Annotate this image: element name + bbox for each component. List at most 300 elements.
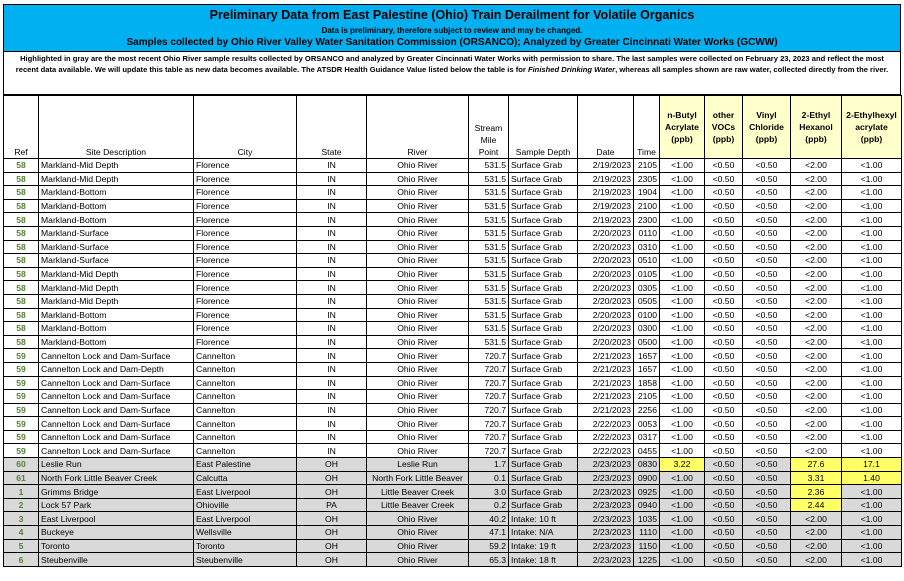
cell-2-ethylhexyl-acrylate: <1.00 xyxy=(842,226,902,240)
cell-stream-mile: 720.7 xyxy=(469,362,509,376)
table-row xyxy=(4,294,902,308)
col-header-state: State xyxy=(297,96,367,159)
cell-other-vocs: <0.50 xyxy=(705,498,743,512)
cell-state: OH xyxy=(297,553,367,567)
cell-ref: 59 xyxy=(4,390,39,404)
cell-city: Wellsville xyxy=(194,526,297,540)
cell-state: IN xyxy=(297,267,367,281)
cell-site-description: Buckeye xyxy=(39,526,194,540)
cell-2-ethyl-hexanol: <2.00 xyxy=(791,226,842,240)
table-row xyxy=(4,485,902,499)
cell-vinyl-chloride: <0.50 xyxy=(743,362,791,376)
col-header-vinyl-chloride: Vinyl Chloride (ppb) xyxy=(743,96,791,159)
cell-other-vocs: <0.50 xyxy=(705,553,743,567)
cell-n-butyl-acrylate: <1.00 xyxy=(660,254,705,268)
cell-n-butyl-acrylate: <1.00 xyxy=(660,430,705,444)
cell-n-butyl-acrylate: <1.00 xyxy=(660,362,705,376)
cell-n-butyl-acrylate: <1.00 xyxy=(660,294,705,308)
cell-river: Ohio River xyxy=(367,539,469,553)
cell-2-ethyl-hexanol: <2.00 xyxy=(791,362,842,376)
cell-stream-mile: 531.5 xyxy=(469,281,509,295)
cell-city: Cannelton xyxy=(194,349,297,363)
cell-stream-mile: 531.5 xyxy=(469,199,509,213)
cell-ref: 59 xyxy=(4,444,39,458)
cell-stream-mile: 531.5 xyxy=(469,172,509,186)
cell-river: Little Beaver Creek xyxy=(367,485,469,499)
cell-state: IN xyxy=(297,417,367,431)
cell-vinyl-chloride: <0.50 xyxy=(743,213,791,227)
table-row xyxy=(4,349,902,363)
cell-2-ethyl-hexanol: 3.31 xyxy=(791,471,842,485)
cell-time: 0300 xyxy=(634,322,660,336)
cell-stream-mile: 720.7 xyxy=(469,376,509,390)
cell-n-butyl-acrylate: <1.00 xyxy=(660,471,705,485)
cell-2-ethylhexyl-acrylate: <1.00 xyxy=(842,335,902,349)
table-row xyxy=(4,322,902,336)
cell-2-ethylhexyl-acrylate: <1.00 xyxy=(842,485,902,499)
cell-city: Cannelton xyxy=(194,417,297,431)
cell-site-description: Markland-Surface xyxy=(39,226,194,240)
col-header-depth: Sample Depth xyxy=(509,96,578,159)
cell-state: IN xyxy=(297,376,367,390)
cell-sample-depth: Surface Grab xyxy=(509,458,578,472)
results-table xyxy=(3,95,902,567)
cell-date: 2/23/2023 xyxy=(578,458,634,472)
cell-site-description: Markland-Mid Depth xyxy=(39,172,194,186)
cell-other-vocs: <0.50 xyxy=(705,240,743,254)
cell-n-butyl-acrylate: <1.00 xyxy=(660,539,705,553)
cell-ref: 58 xyxy=(4,186,39,200)
cell-state: OH xyxy=(297,512,367,526)
cell-site-description: Grimms Bridge xyxy=(39,485,194,499)
cell-vinyl-chloride: <0.50 xyxy=(743,430,791,444)
cell-vinyl-chloride: <0.50 xyxy=(743,417,791,431)
cell-2-ethyl-hexanol: <2.00 xyxy=(791,539,842,553)
cell-ref: 59 xyxy=(4,376,39,390)
cell-city: Cannelton xyxy=(194,390,297,404)
col-header-ref: Ref xyxy=(4,96,39,159)
cell-sample-depth: Surface Grab xyxy=(509,308,578,322)
cell-n-butyl-acrylate: <1.00 xyxy=(660,485,705,499)
cell-state: IN xyxy=(297,213,367,227)
cell-other-vocs: <0.50 xyxy=(705,199,743,213)
cell-time: 0500 xyxy=(634,335,660,349)
cell-2-ethylhexyl-acrylate: <1.00 xyxy=(842,159,902,173)
cell-stream-mile: 531.5 xyxy=(469,308,509,322)
cell-ref: 4 xyxy=(4,526,39,540)
cell-2-ethylhexyl-acrylate: <1.00 xyxy=(842,444,902,458)
cell-stream-mile: 531.5 xyxy=(469,213,509,227)
cell-date: 2/23/2023 xyxy=(578,526,634,540)
cell-vinyl-chloride: <0.50 xyxy=(743,308,791,322)
table-body xyxy=(4,159,902,567)
cell-sample-depth: Surface Grab xyxy=(509,281,578,295)
cell-time: 0310 xyxy=(634,240,660,254)
cell-site-description: Cannelton Lock and Dam-Surface xyxy=(39,376,194,390)
page-subtitle: Data is preliminary, therefore subject to review and may be changed. xyxy=(321,26,583,35)
cell-stream-mile: 40.2 xyxy=(469,512,509,526)
cell-date: 2/20/2023 xyxy=(578,294,634,308)
cell-stream-mile: 720.7 xyxy=(469,430,509,444)
cell-sample-depth: Surface Grab xyxy=(509,362,578,376)
cell-stream-mile: 1.7 xyxy=(469,458,509,472)
cell-vinyl-chloride: <0.50 xyxy=(743,539,791,553)
cell-state: OH xyxy=(297,485,367,499)
cell-n-butyl-acrylate: <1.00 xyxy=(660,349,705,363)
cell-state: IN xyxy=(297,281,367,295)
cell-n-butyl-acrylate: <1.00 xyxy=(660,240,705,254)
cell-river: Ohio River xyxy=(367,199,469,213)
cell-ref: 59 xyxy=(4,430,39,444)
report xyxy=(3,4,901,567)
cell-state: IN xyxy=(297,172,367,186)
cell-sample-depth: Surface Grab xyxy=(509,498,578,512)
cell-state: IN xyxy=(297,226,367,240)
cell-other-vocs: <0.50 xyxy=(705,362,743,376)
cell-city: Steubenville xyxy=(194,553,297,567)
cell-n-butyl-acrylate: <1.00 xyxy=(660,376,705,390)
cell-other-vocs: <0.50 xyxy=(705,430,743,444)
cell-2-ethyl-hexanol: <2.00 xyxy=(791,213,842,227)
cell-2-ethylhexyl-acrylate: <1.00 xyxy=(842,281,902,295)
cell-river: Ohio River xyxy=(367,526,469,540)
cell-sample-depth: Surface Grab xyxy=(509,186,578,200)
cell-n-butyl-acrylate: <1.00 xyxy=(660,512,705,526)
cell-time: 0317 xyxy=(634,430,660,444)
cell-city: Cannelton xyxy=(194,376,297,390)
cell-n-butyl-acrylate: <1.00 xyxy=(660,444,705,458)
cell-river: Ohio River xyxy=(367,403,469,417)
cell-state: OH xyxy=(297,539,367,553)
cell-2-ethylhexyl-acrylate: <1.00 xyxy=(842,417,902,431)
cell-date: 2/19/2023 xyxy=(578,172,634,186)
cell-other-vocs: <0.50 xyxy=(705,471,743,485)
cell-2-ethylhexyl-acrylate: <1.00 xyxy=(842,539,902,553)
cell-site-description: Markland-Mid Depth xyxy=(39,294,194,308)
cell-sample-depth: Surface Grab xyxy=(509,335,578,349)
cell-state: IN xyxy=(297,308,367,322)
cell-ref: 58 xyxy=(4,322,39,336)
cell-other-vocs: <0.50 xyxy=(705,226,743,240)
cell-site-description: Cannelton Lock and Dam-Surface xyxy=(39,417,194,431)
cell-city: Toronto xyxy=(194,539,297,553)
cell-sample-depth: Surface Grab xyxy=(509,403,578,417)
cell-vinyl-chloride: <0.50 xyxy=(743,390,791,404)
cell-river: Ohio River xyxy=(367,308,469,322)
cell-vinyl-chloride: <0.50 xyxy=(743,444,791,458)
cell-2-ethylhexyl-acrylate: <1.00 xyxy=(842,349,902,363)
cell-sample-depth: Surface Grab xyxy=(509,376,578,390)
cell-site-description: North Fork Little Beaver Creek xyxy=(39,471,194,485)
cell-n-butyl-acrylate: <1.00 xyxy=(660,281,705,295)
cell-state: IN xyxy=(297,444,367,458)
cell-ref: 58 xyxy=(4,213,39,227)
cell-n-butyl-acrylate: <1.00 xyxy=(660,403,705,417)
cell-date: 2/19/2023 xyxy=(578,199,634,213)
cell-city: Florence xyxy=(194,281,297,295)
col-header-river: River xyxy=(367,96,469,159)
cell-date: 2/21/2023 xyxy=(578,390,634,404)
table-row xyxy=(4,498,902,512)
cell-state: OH xyxy=(297,526,367,540)
cell-city: East Liverpool xyxy=(194,512,297,526)
cell-state: IN xyxy=(297,186,367,200)
cell-date: 2/20/2023 xyxy=(578,322,634,336)
cell-date: 2/20/2023 xyxy=(578,240,634,254)
cell-other-vocs: <0.50 xyxy=(705,417,743,431)
cell-river: Ohio River xyxy=(367,390,469,404)
cell-n-butyl-acrylate: <1.00 xyxy=(660,213,705,227)
cell-2-ethyl-hexanol: <2.00 xyxy=(791,444,842,458)
cell-sample-depth: Surface Grab xyxy=(509,213,578,227)
table-row xyxy=(4,376,902,390)
cell-2-ethyl-hexanol: <2.00 xyxy=(791,294,842,308)
cell-other-vocs: <0.50 xyxy=(705,539,743,553)
cell-n-butyl-acrylate: <1.00 xyxy=(660,186,705,200)
table-row xyxy=(4,254,902,268)
col-header-time: Time xyxy=(634,96,660,159)
cell-vinyl-chloride: <0.50 xyxy=(743,172,791,186)
table-row xyxy=(4,335,902,349)
cell-2-ethyl-hexanol: <2.00 xyxy=(791,390,842,404)
cell-city: Cannelton xyxy=(194,362,297,376)
cell-date: 2/20/2023 xyxy=(578,254,634,268)
cell-site-description: Markland-Bottom xyxy=(39,199,194,213)
cell-2-ethylhexyl-acrylate: 1.40 xyxy=(842,471,902,485)
cell-stream-mile: 531.5 xyxy=(469,226,509,240)
cell-sample-depth: Surface Grab xyxy=(509,485,578,499)
cell-river: Ohio River xyxy=(367,294,469,308)
cell-2-ethyl-hexanol: 2.36 xyxy=(791,485,842,499)
col-header-n-butyl-acrylate: n-Butyl Acrylate (ppb) xyxy=(660,96,705,159)
cell-2-ethylhexyl-acrylate: <1.00 xyxy=(842,362,902,376)
cell-2-ethylhexyl-acrylate: <1.00 xyxy=(842,186,902,200)
cell-date: 2/21/2023 xyxy=(578,349,634,363)
cell-sample-depth: Surface Grab xyxy=(509,322,578,336)
cell-site-description: East Liverpool xyxy=(39,512,194,526)
cell-time: 2305 xyxy=(634,172,660,186)
cell-vinyl-chloride: <0.50 xyxy=(743,403,791,417)
cell-time: 1858 xyxy=(634,376,660,390)
cell-time: 0105 xyxy=(634,267,660,281)
cell-ref: 58 xyxy=(4,267,39,281)
cell-time: 1657 xyxy=(634,362,660,376)
cell-river: Ohio River xyxy=(367,417,469,431)
cell-state: IN xyxy=(297,159,367,173)
cell-date: 2/23/2023 xyxy=(578,485,634,499)
table-row xyxy=(4,186,902,200)
cell-ref: 2 xyxy=(4,498,39,512)
cell-time: 2300 xyxy=(634,213,660,227)
cell-site-description: Cannelton Lock and Dam-Surface xyxy=(39,430,194,444)
col-header-site: Site Description xyxy=(39,96,194,159)
cell-2-ethylhexyl-acrylate: <1.00 xyxy=(842,376,902,390)
table-row xyxy=(4,430,902,444)
cell-city: Florence xyxy=(194,159,297,173)
table-row xyxy=(4,458,902,472)
cell-sample-depth: Intake: 18 ft xyxy=(509,553,578,567)
table-row xyxy=(4,553,902,567)
cell-other-vocs: <0.50 xyxy=(705,526,743,540)
cell-date: 2/20/2023 xyxy=(578,281,634,295)
col-header-city: City xyxy=(194,96,297,159)
cell-vinyl-chloride: <0.50 xyxy=(743,526,791,540)
cell-2-ethylhexyl-acrylate: <1.00 xyxy=(842,294,902,308)
cell-2-ethylhexyl-acrylate: <1.00 xyxy=(842,254,902,268)
cell-site-description: Markland-Mid Depth xyxy=(39,267,194,281)
table-row xyxy=(4,526,902,540)
cell-sample-depth: Surface Grab xyxy=(509,267,578,281)
cell-state: IN xyxy=(297,240,367,254)
cell-time: 1657 xyxy=(634,349,660,363)
cell-site-description: Cannelton Lock and Dam-Surface xyxy=(39,444,194,458)
table-row xyxy=(4,512,902,526)
table-row xyxy=(4,267,902,281)
cell-sample-depth: Surface Grab xyxy=(509,240,578,254)
cell-time: 0830 xyxy=(634,458,660,472)
cell-time: 2105 xyxy=(634,159,660,173)
cell-city: Florence xyxy=(194,240,297,254)
cell-other-vocs: <0.50 xyxy=(705,349,743,363)
cell-stream-mile: 531.5 xyxy=(469,254,509,268)
cell-date: 2/21/2023 xyxy=(578,376,634,390)
cell-city: Florence xyxy=(194,213,297,227)
cell-ref: 58 xyxy=(4,254,39,268)
cell-state: OH xyxy=(297,471,367,485)
cell-river: Ohio River xyxy=(367,335,469,349)
cell-2-ethylhexyl-acrylate: <1.00 xyxy=(842,526,902,540)
cell-sample-depth: Surface Grab xyxy=(509,417,578,431)
cell-2-ethyl-hexanol: <2.00 xyxy=(791,403,842,417)
cell-stream-mile: 531.5 xyxy=(469,159,509,173)
cell-stream-mile: 65.3 xyxy=(469,553,509,567)
cell-city: Florence xyxy=(194,335,297,349)
cell-other-vocs: <0.50 xyxy=(705,390,743,404)
cell-ref: 60 xyxy=(4,458,39,472)
cell-vinyl-chloride: <0.50 xyxy=(743,471,791,485)
cell-city: Cannelton xyxy=(194,430,297,444)
cell-n-butyl-acrylate: <1.00 xyxy=(660,390,705,404)
cell-other-vocs: <0.50 xyxy=(705,458,743,472)
cell-date: 2/20/2023 xyxy=(578,226,634,240)
cell-site-description: Cannelton Lock and Dam-Depth xyxy=(39,362,194,376)
cell-2-ethylhexyl-acrylate: <1.00 xyxy=(842,322,902,336)
note-text-italic: Finished Drinking Water xyxy=(527,64,616,74)
samples-credit: Samples collected by Ohio River Valley Water Sanitation Commission (ORSANCO); Analyzed by Greater Cincinnati Water Works (GCWW) xyxy=(126,37,778,48)
cell-site-description: Markland-Bottom xyxy=(39,335,194,349)
cell-time: 0510 xyxy=(634,254,660,268)
cell-state: IN xyxy=(297,322,367,336)
cell-site-description: Steubenville xyxy=(39,553,194,567)
cell-other-vocs: <0.50 xyxy=(705,281,743,295)
col-header-date: Date xyxy=(578,96,634,159)
cell-sample-depth: Intake: 10 ft xyxy=(509,512,578,526)
cell-site-description: Markland-Bottom xyxy=(39,186,194,200)
table-row xyxy=(4,159,902,173)
cell-ref: 59 xyxy=(4,417,39,431)
report-header xyxy=(3,4,901,52)
cell-river: Ohio River xyxy=(367,226,469,240)
cell-ref: 58 xyxy=(4,308,39,322)
cell-site-description: Markland-Mid Depth xyxy=(39,281,194,295)
cell-river: Leslie Run xyxy=(367,458,469,472)
cell-n-butyl-acrylate: <1.00 xyxy=(660,199,705,213)
cell-other-vocs: <0.50 xyxy=(705,186,743,200)
table-row xyxy=(4,199,902,213)
cell-2-ethylhexyl-acrylate: <1.00 xyxy=(842,308,902,322)
cell-n-butyl-acrylate: <1.00 xyxy=(660,417,705,431)
cell-ref: 58 xyxy=(4,159,39,173)
cell-river: Ohio River xyxy=(367,240,469,254)
cell-river: Ohio River xyxy=(367,512,469,526)
cell-other-vocs: <0.50 xyxy=(705,172,743,186)
cell-river: Ohio River xyxy=(367,186,469,200)
cell-sample-depth: Surface Grab xyxy=(509,471,578,485)
cell-sample-depth: Surface Grab xyxy=(509,254,578,268)
cell-sample-depth: Intake: 19 ft xyxy=(509,539,578,553)
cell-2-ethyl-hexanol: <2.00 xyxy=(791,512,842,526)
cell-ref: 6 xyxy=(4,553,39,567)
cell-city: Florence xyxy=(194,308,297,322)
cell-vinyl-chloride: <0.50 xyxy=(743,512,791,526)
cell-state: IN xyxy=(297,430,367,444)
cell-ref: 59 xyxy=(4,349,39,363)
cell-site-description: Toronto xyxy=(39,539,194,553)
cell-vinyl-chloride: <0.50 xyxy=(743,485,791,499)
cell-ref: 58 xyxy=(4,172,39,186)
cell-river: Ohio River xyxy=(367,213,469,227)
cell-n-butyl-acrylate: <1.00 xyxy=(660,322,705,336)
cell-ref: 59 xyxy=(4,362,39,376)
cell-n-butyl-acrylate: <1.00 xyxy=(660,267,705,281)
cell-stream-mile: 3.0 xyxy=(469,485,509,499)
cell-vinyl-chloride: <0.50 xyxy=(743,186,791,200)
cell-2-ethylhexyl-acrylate: <1.00 xyxy=(842,553,902,567)
page-title: Preliminary Data from East Palestine (Ohio) Train Derailment for Volatile Organics xyxy=(209,8,695,22)
cell-other-vocs: <0.50 xyxy=(705,444,743,458)
cell-state: OH xyxy=(297,458,367,472)
cell-stream-mile: 0.1 xyxy=(469,471,509,485)
cell-city: East Palestine xyxy=(194,458,297,472)
cell-2-ethyl-hexanol: <2.00 xyxy=(791,281,842,295)
cell-date: 2/19/2023 xyxy=(578,159,634,173)
cell-time: 0505 xyxy=(634,294,660,308)
cell-state: IN xyxy=(297,254,367,268)
cell-state: IN xyxy=(297,349,367,363)
cell-vinyl-chloride: <0.50 xyxy=(743,294,791,308)
cell-ref: 58 xyxy=(4,226,39,240)
table-row xyxy=(4,213,902,227)
cell-2-ethyl-hexanol: <2.00 xyxy=(791,186,842,200)
highlight-note xyxy=(3,52,901,95)
cell-ref: 58 xyxy=(4,294,39,308)
cell-vinyl-chloride: <0.50 xyxy=(743,254,791,268)
cell-vinyl-chloride: <0.50 xyxy=(743,281,791,295)
cell-time: 0053 xyxy=(634,417,660,431)
cell-2-ethyl-hexanol: 2.44 xyxy=(791,498,842,512)
col-header-other-vocs: other VOCs (ppb) xyxy=(705,96,743,159)
cell-n-butyl-acrylate: <1.00 xyxy=(660,526,705,540)
cell-2-ethyl-hexanol: <2.00 xyxy=(791,172,842,186)
cell-2-ethylhexyl-acrylate: <1.00 xyxy=(842,390,902,404)
cell-sample-depth: Surface Grab xyxy=(509,199,578,213)
cell-stream-mile: 531.5 xyxy=(469,322,509,336)
cell-date: 2/19/2023 xyxy=(578,186,634,200)
table-row xyxy=(4,308,902,322)
cell-city: Florence xyxy=(194,322,297,336)
cell-other-vocs: <0.50 xyxy=(705,376,743,390)
cell-2-ethylhexyl-acrylate: <1.00 xyxy=(842,213,902,227)
